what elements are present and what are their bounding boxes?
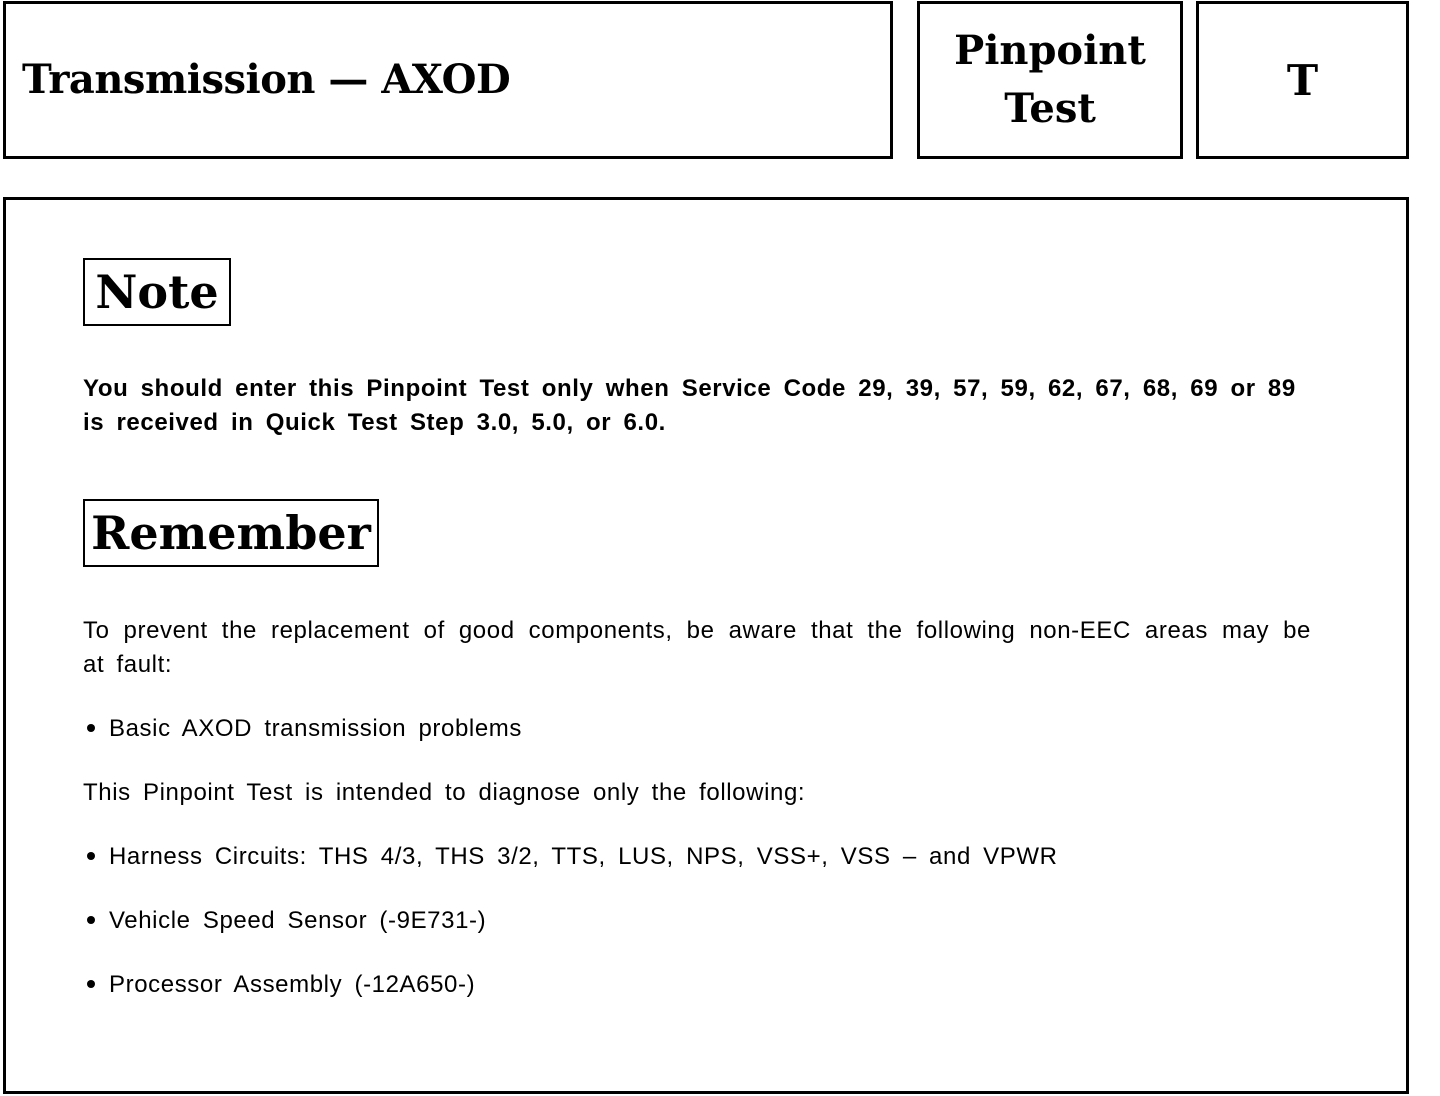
remember-heading: Remember (83, 499, 379, 567)
section-label-line1: Pinpoint (954, 27, 1146, 74)
list-item-text: Processor Assembly (-12A650-) (109, 971, 476, 998)
section-box (917, 1, 1183, 159)
section-label-line2: Test (1004, 85, 1096, 132)
bullet-icon (87, 724, 95, 732)
list-item (83, 712, 522, 746)
section-code-box (1196, 1, 1409, 159)
list-item-text: Vehicle Speed Sensor (-9E731-) (109, 907, 487, 934)
section-code: T (1286, 55, 1319, 105)
title-box (3, 1, 893, 159)
list-item-text: Harness Circuits: THS 4/3, THS 3/2, TTS, LUS, NPS, VSS+, VSS – and VPWR (109, 843, 1058, 870)
list-item (83, 840, 1058, 874)
bullet-icon (87, 916, 95, 924)
list-item (83, 904, 486, 938)
list-item-text: Basic AXOD transmission problems (109, 715, 522, 742)
page-title: Transmission — AXOD (22, 55, 511, 103)
note-heading: Note (83, 258, 231, 326)
bullet-icon (87, 852, 95, 860)
bullet-icon (87, 980, 95, 988)
list-item (83, 968, 475, 1002)
diagnose-intro-text: This Pinpoint Test is intended to diagnose only the following: (83, 779, 806, 806)
note-text: You should enter this Pinpoint Test only when Service Code 29, 39, 57, 59, 62, 67, 68, 69 or 89 is received in Quick Test Step 3.0, 5.0, or 6.0. (83, 375, 1296, 436)
content-panel (3, 197, 1409, 1094)
remember-intro-text: To prevent the replacement of good components, be aware that the following non-EEC areas may be at fault: (83, 617, 1311, 678)
